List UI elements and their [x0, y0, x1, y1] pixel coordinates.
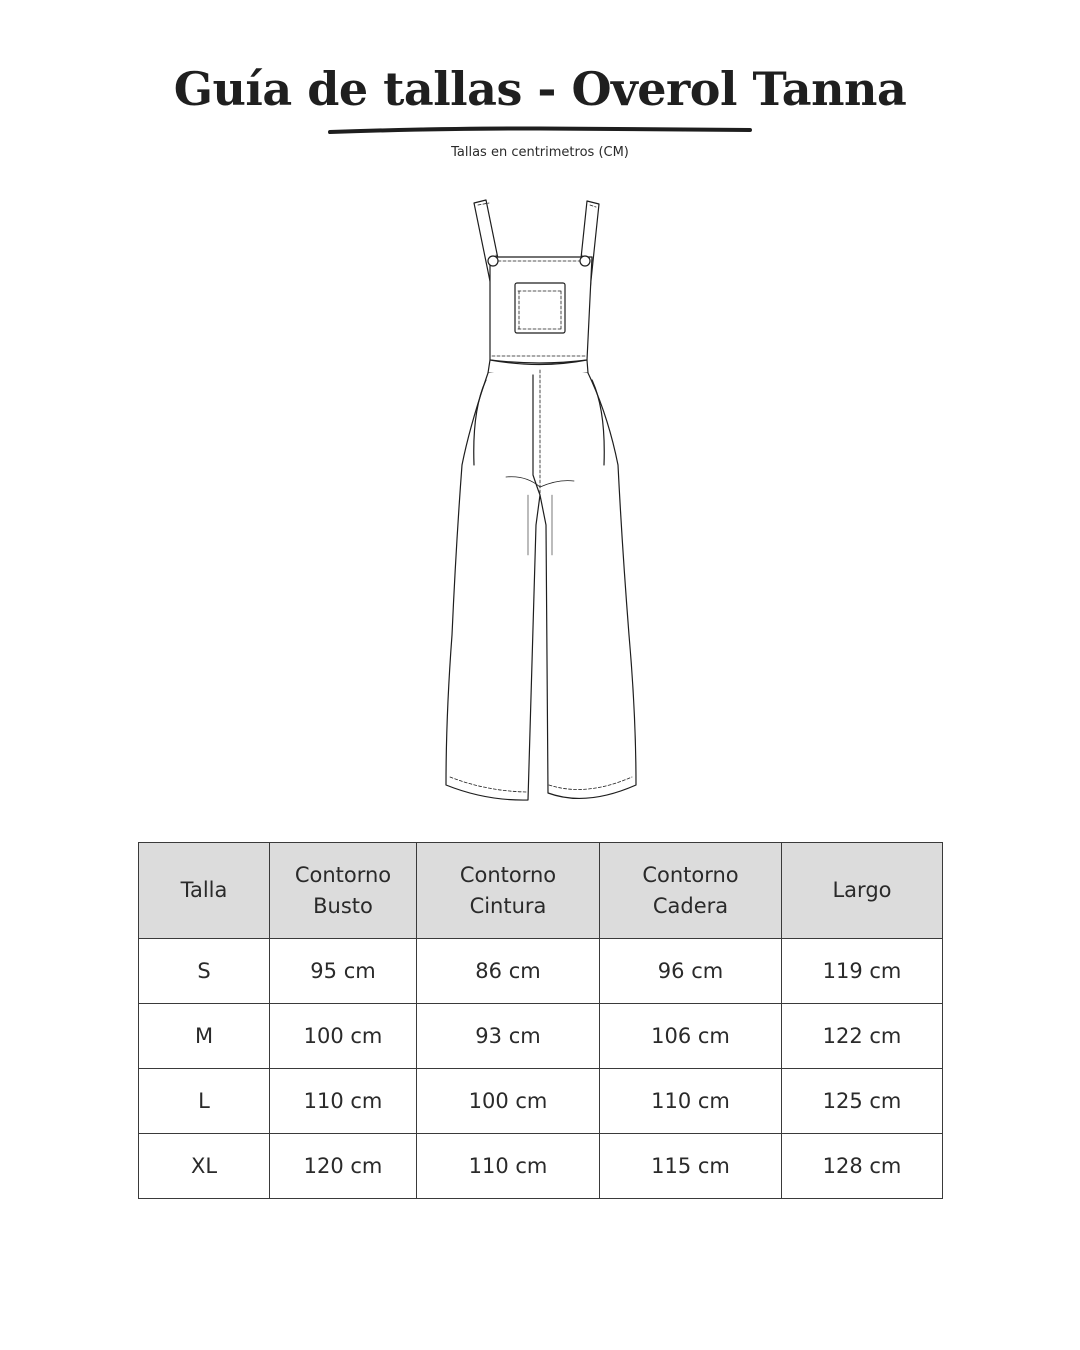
- header-largo: [782, 843, 943, 939]
- title-underline: [328, 124, 752, 136]
- cell-busto: 95 cm: [270, 939, 417, 1004]
- header-label: Cintura: [469, 893, 547, 918]
- cell-cadera: 106 cm: [600, 1004, 782, 1069]
- page-title: Guía de tallas - Overol Tanna: [173, 62, 907, 116]
- header-label: Contorno: [642, 862, 739, 887]
- header-cintura: [417, 843, 600, 939]
- table-row: [139, 1134, 943, 1199]
- header-cadera: [600, 843, 782, 939]
- cell-cadera: 96 cm: [600, 939, 782, 1004]
- cell-largo: 119 cm: [782, 939, 943, 1004]
- cell-cintura: 93 cm: [417, 1004, 600, 1069]
- table-row: [139, 1004, 943, 1069]
- header-talla: [139, 843, 270, 939]
- header-label: Busto: [313, 893, 373, 918]
- cell-largo: 128 cm: [782, 1134, 943, 1199]
- cell-size: M: [139, 1004, 270, 1069]
- overalls-illustration: [436, 195, 646, 815]
- cell-busto: 110 cm: [270, 1069, 417, 1134]
- header-label: Contorno: [459, 862, 557, 887]
- cell-busto: 100 cm: [270, 1004, 417, 1069]
- cell-size: S: [139, 939, 270, 1004]
- cell-largo: 122 cm: [782, 1004, 943, 1069]
- table-row: [139, 939, 943, 1004]
- cell-largo: 125 cm: [782, 1069, 943, 1134]
- header-label: Largo: [832, 878, 892, 902]
- cell-cintura: 86 cm: [417, 939, 600, 1004]
- cell-cadera: 110 cm: [600, 1069, 782, 1134]
- header-label: Contorno: [294, 862, 392, 887]
- table-header-row: [139, 843, 943, 939]
- header-label: Cadera: [652, 893, 729, 918]
- size-table: [138, 842, 943, 1199]
- cell-size: L: [139, 1069, 270, 1134]
- cell-cintura: 110 cm: [417, 1134, 600, 1199]
- cell-busto: 120 cm: [270, 1134, 417, 1199]
- cell-size: XL: [139, 1134, 270, 1199]
- units-subtitle: Tallas en centrimetros (CM): [451, 145, 629, 160]
- header-busto: [270, 843, 417, 939]
- header-label: Talla: [180, 878, 228, 902]
- cell-cintura: 100 cm: [417, 1069, 600, 1134]
- cell-cadera: 115 cm: [600, 1134, 782, 1199]
- table-row: [139, 1069, 943, 1134]
